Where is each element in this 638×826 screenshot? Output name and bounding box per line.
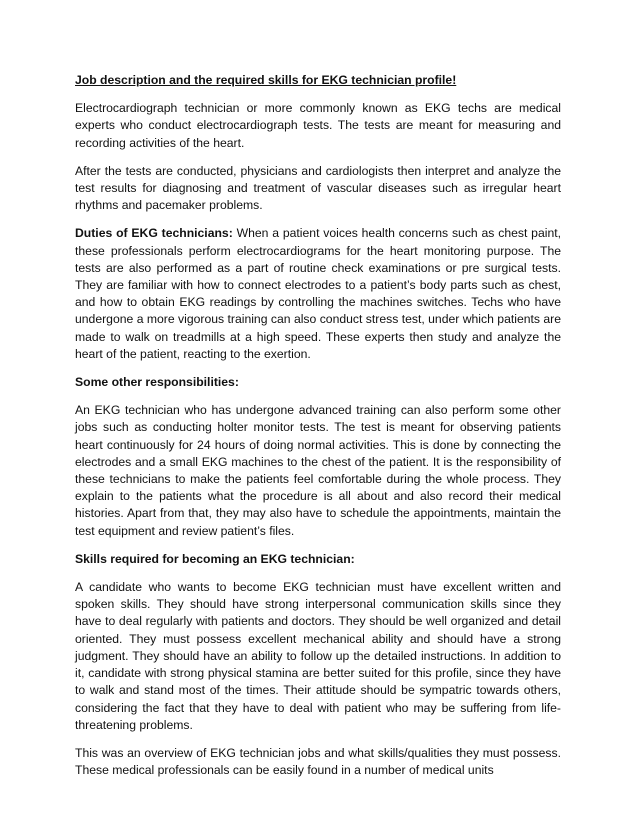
overview-paragraph: This was an overview of EKG technician jobs and what skills/qualities they must possess. These medical professionals can be easily found in a number of medical units	[75, 745, 561, 778]
other-responsibilities-paragraph: An EKG technician who has undergone advanced training can also perform some other jobs such as conducting holter monitor tests. The test is meant for observing patients heart continuously for 24 hours of doing normal activities. This is done by connecting the electrodes and a small EKG machines to the chest of the patient. It is the responsibility of these technicians to make the patients feel comfortable during the whole process. They explain to the patients what the procedure is all about and also record their medical histories. Apart from that, they may also have to schedule the appointments, maintain the test equipment and review patient’s files.	[75, 403, 561, 538]
document-page	[75, 72, 561, 790]
after-tests-paragraph: After the tests are conducted, physicians and cardiologists then interpret and analyze the test results for diagnosing and treatment of vascular diseases such as irregular heart rhythms and pacemaker problems.	[75, 163, 561, 213]
duties-text: When a patient voices health concerns such as chest paint, these professionals perform electrocardiograms for the heart monitoring purpose. The tests are also performed as a part of routine check examinations or pre surgical tests. They are familiar with how to connect electrodes to a patient’s body parts such as chest, and how to obtain EKG readings by controlling the machines switches. Techs who have undergone a more vigorous training can also conduct stress test, under which patients are made to walk on treadmills at a high speed. These experts then study and analyze the heart of the patient, reacting to the exertion.	[75, 226, 561, 361]
intro-paragraph: Electrocardiograph technician or more commonly known as EKG techs are medical experts who conduct electrocardiograph tests. The tests are meant for measuring and recording activities of the heart.	[75, 101, 561, 150]
duties-label: Duties of EKG technicians:	[75, 226, 233, 241]
skills-paragraph: A candidate who wants to become EKG technician must have excellent written and spoken skills. They should have strong interpersonal communication skills since they have to deal regularly with patients and doctors. They should be well organized and detail oriented. They must possess excellent mechanical ability and should have a strong judgment. They should have an ability to follow up the detailed instructions. In addition to it, candidate with strong physical stamina are better suited for this profile, since they have to walk and stand most of the times. Their attitude should be sympatric towards others, considering the fact that they have to deal with patient who may be suffering from life-threatening problems.	[75, 580, 561, 732]
document-title: Job description and the required skills for EKG technician profile!	[75, 73, 457, 87]
other-responsibilities-heading: Some other responsibilities:	[75, 375, 239, 390]
skills-heading: Skills required for becoming an EKG technician:	[75, 551, 355, 566]
duties-paragraph	[75, 225, 561, 363]
